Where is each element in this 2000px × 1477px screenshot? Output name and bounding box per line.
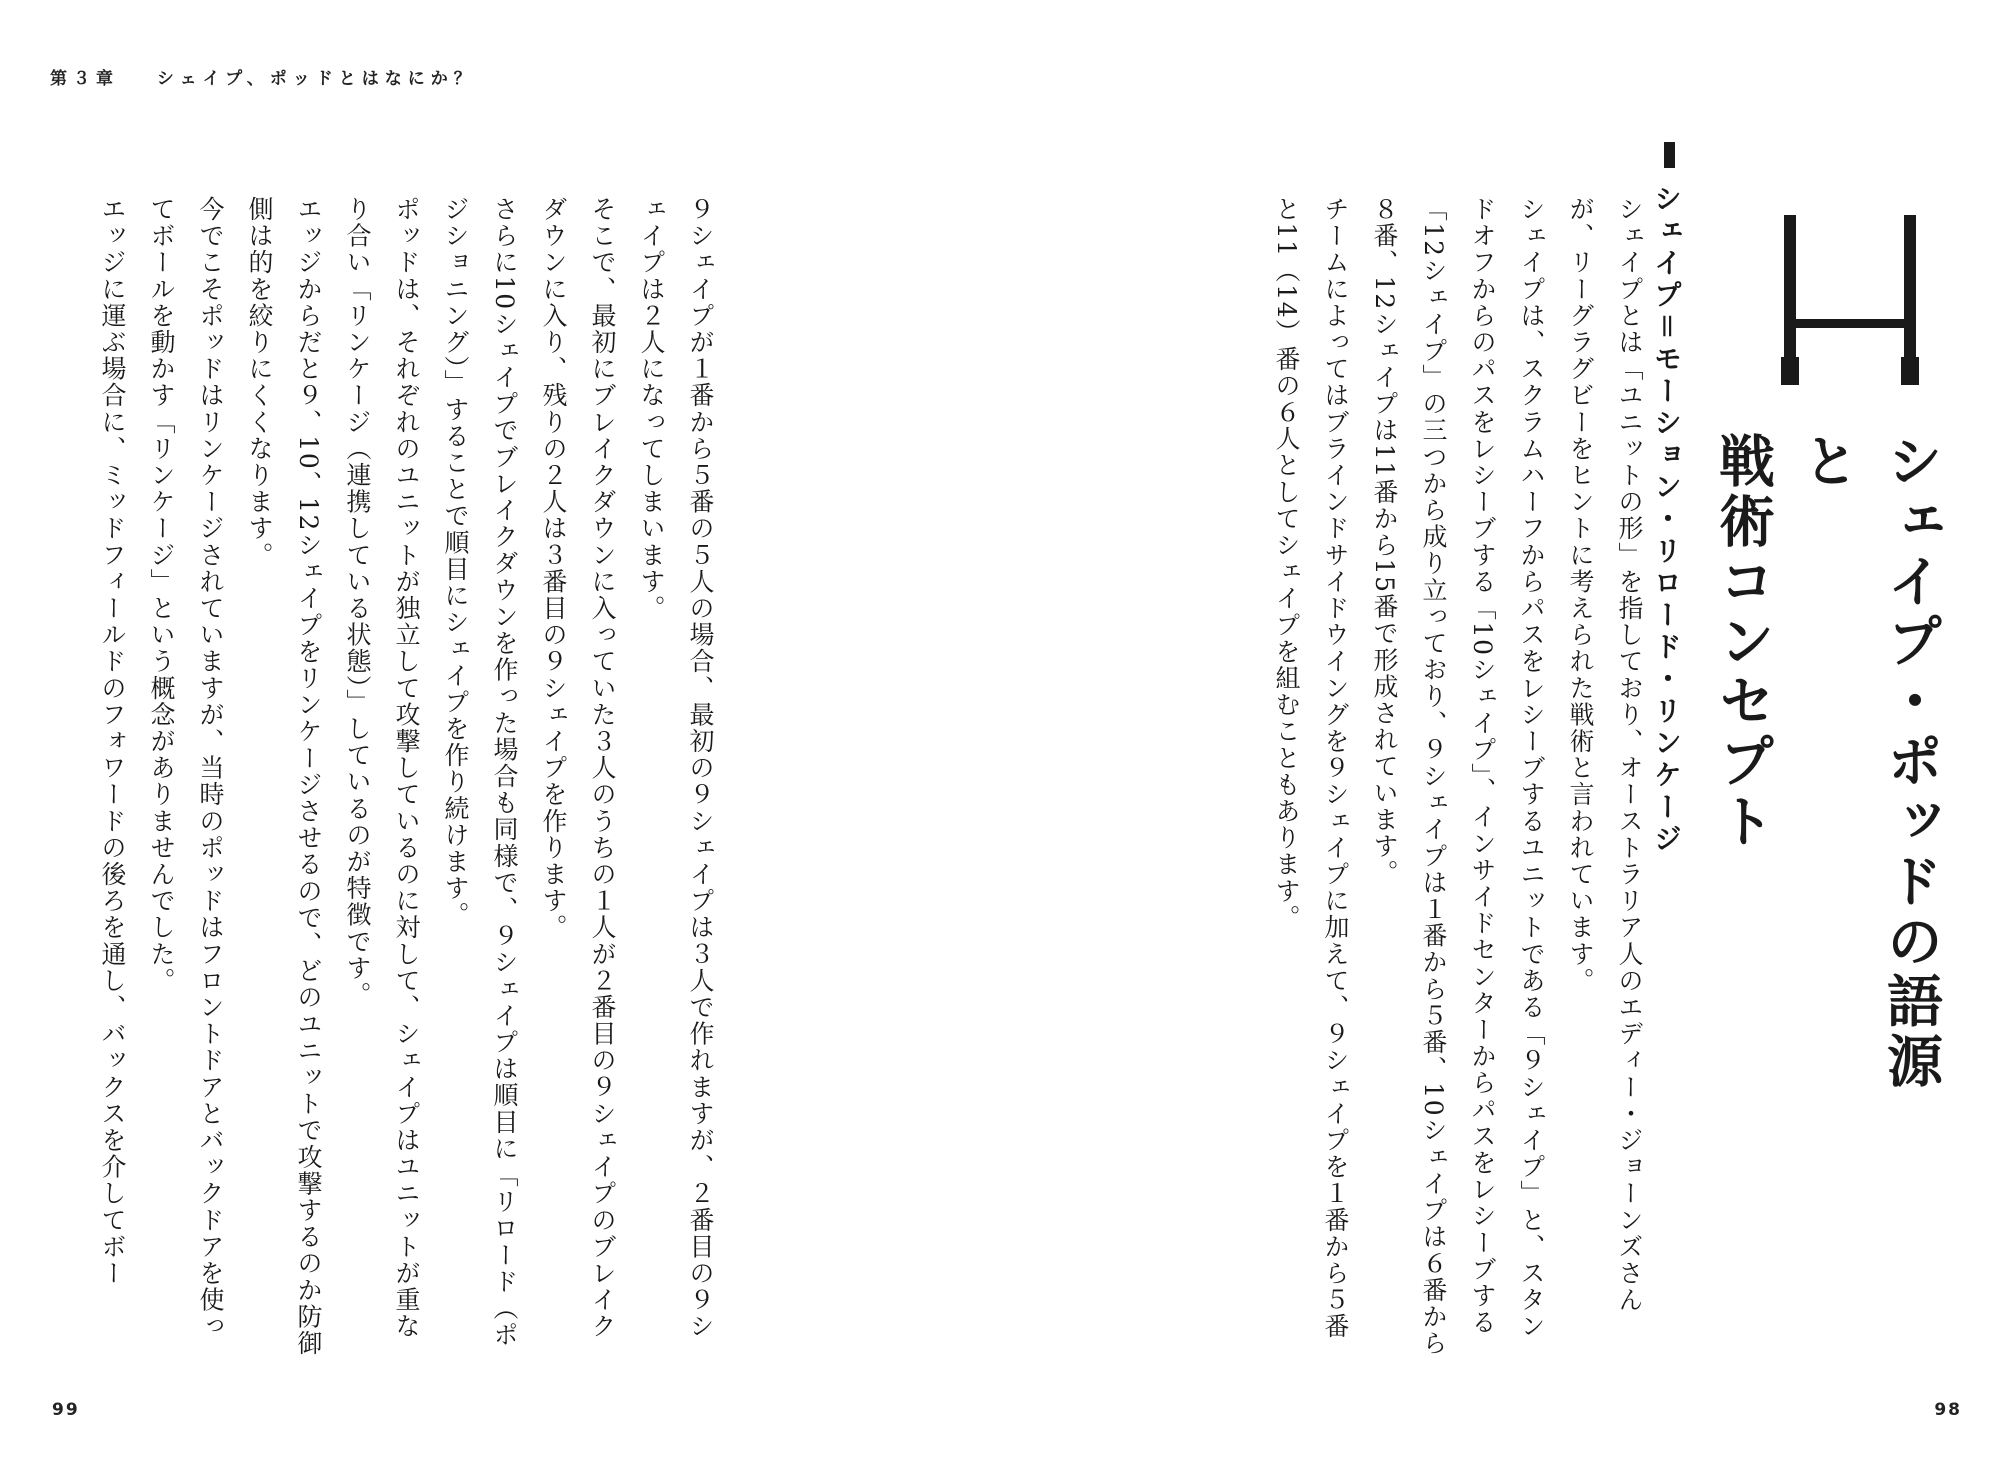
section-title-line2: 戦術コンセプト [1710, 432, 1775, 852]
section-subtitle: シェイプ＝モーション・リロード・リンケージ [1650, 184, 1683, 857]
page-number-right: 98 [1934, 1400, 1962, 1420]
rugby-goalpost-icon [1770, 215, 1930, 385]
page-number-left: 99 [52, 1400, 80, 1420]
right-page-body [1262, 196, 1654, 1366]
paragraph: そこで、最初にブレイクダウンに入っていた３人のうちの１人が２番目の９シェイプのブレイクダウンに入り、残りの２人は３番目の９シェイプを作ります。 [539, 196, 617, 1340]
paragraph: 今でこそポッドはリンケージされていますが、当時のポッドはフロントドアとバックドアを使ってボールを動かす「リンケージ」という概念がありませんでした。 [147, 196, 225, 1340]
section-title [1700, 432, 1952, 1132]
paragraph: さらに10シェイプでブレイクダウンを作った場合も同様で、９シェイプは順目に「リロード（ポジショニング）」することで順目にシェイプを作り続けます。 [441, 196, 519, 1349]
paragraph: エッジからだと９、10、12シェイプをリンケージさせるので、どのユニットで攻撃するのか防御側は的を絞りにくくなります。 [245, 196, 323, 1357]
paragraph: シェイプとは「ユニットの形」を指しており、オーストラリア人のエディー・ジョーンズさんが、リーグラグビーをヒントに考えられた戦術と言われています。 [1566, 196, 1644, 1314]
subtitle-marker [1664, 142, 1675, 168]
paragraph: シェイプは、スクラムハーフからパスをレシーブするユニットである「９シェイプ」と、スタンドオフからのパスをレシーブする「10シェイプ」、インサイドセンターからパスをレシーブする「12シェイプ」の三つから成り立っており、９シェイプは１番から５番、10シェイプは６番から８番、12シェイプは11番から15番で形成されています。 [1370, 196, 1546, 1357]
running-header [50, 64, 477, 89]
paragraph: ９シェイプが１番から５番の５人の場合、最初の９シェイプは３人で作れますが、２番目の９シェイプは２人になってしまいます。 [637, 196, 715, 1340]
chapter-title: シェイプ、ポッドとはなにか？ [156, 69, 477, 89]
chapter-number: 第３章 [50, 69, 119, 89]
paragraph: ポッドは、それぞれのユニットが独立して攻撃しているのに対して、シェイプはユニットが重なり合い「リンケージ（連携している状態）」しているのが特徴です。 [343, 196, 421, 1340]
section-title-line1: シェイプ・ポッドの語源と [1794, 432, 1943, 1092]
paragraph: チームによってはブラインドサイドウイングを９シェイプに加えて、９シェイプを１番から５番と11（14）番の６人としてシェイプを組むこともあります。 [1272, 196, 1350, 1340]
paragraph: エッジに運ぶ場合に、ミッドフィールドのフォワードの後ろを通し、バックスを介してボー [98, 196, 127, 1287]
left-page-body [88, 196, 725, 1366]
